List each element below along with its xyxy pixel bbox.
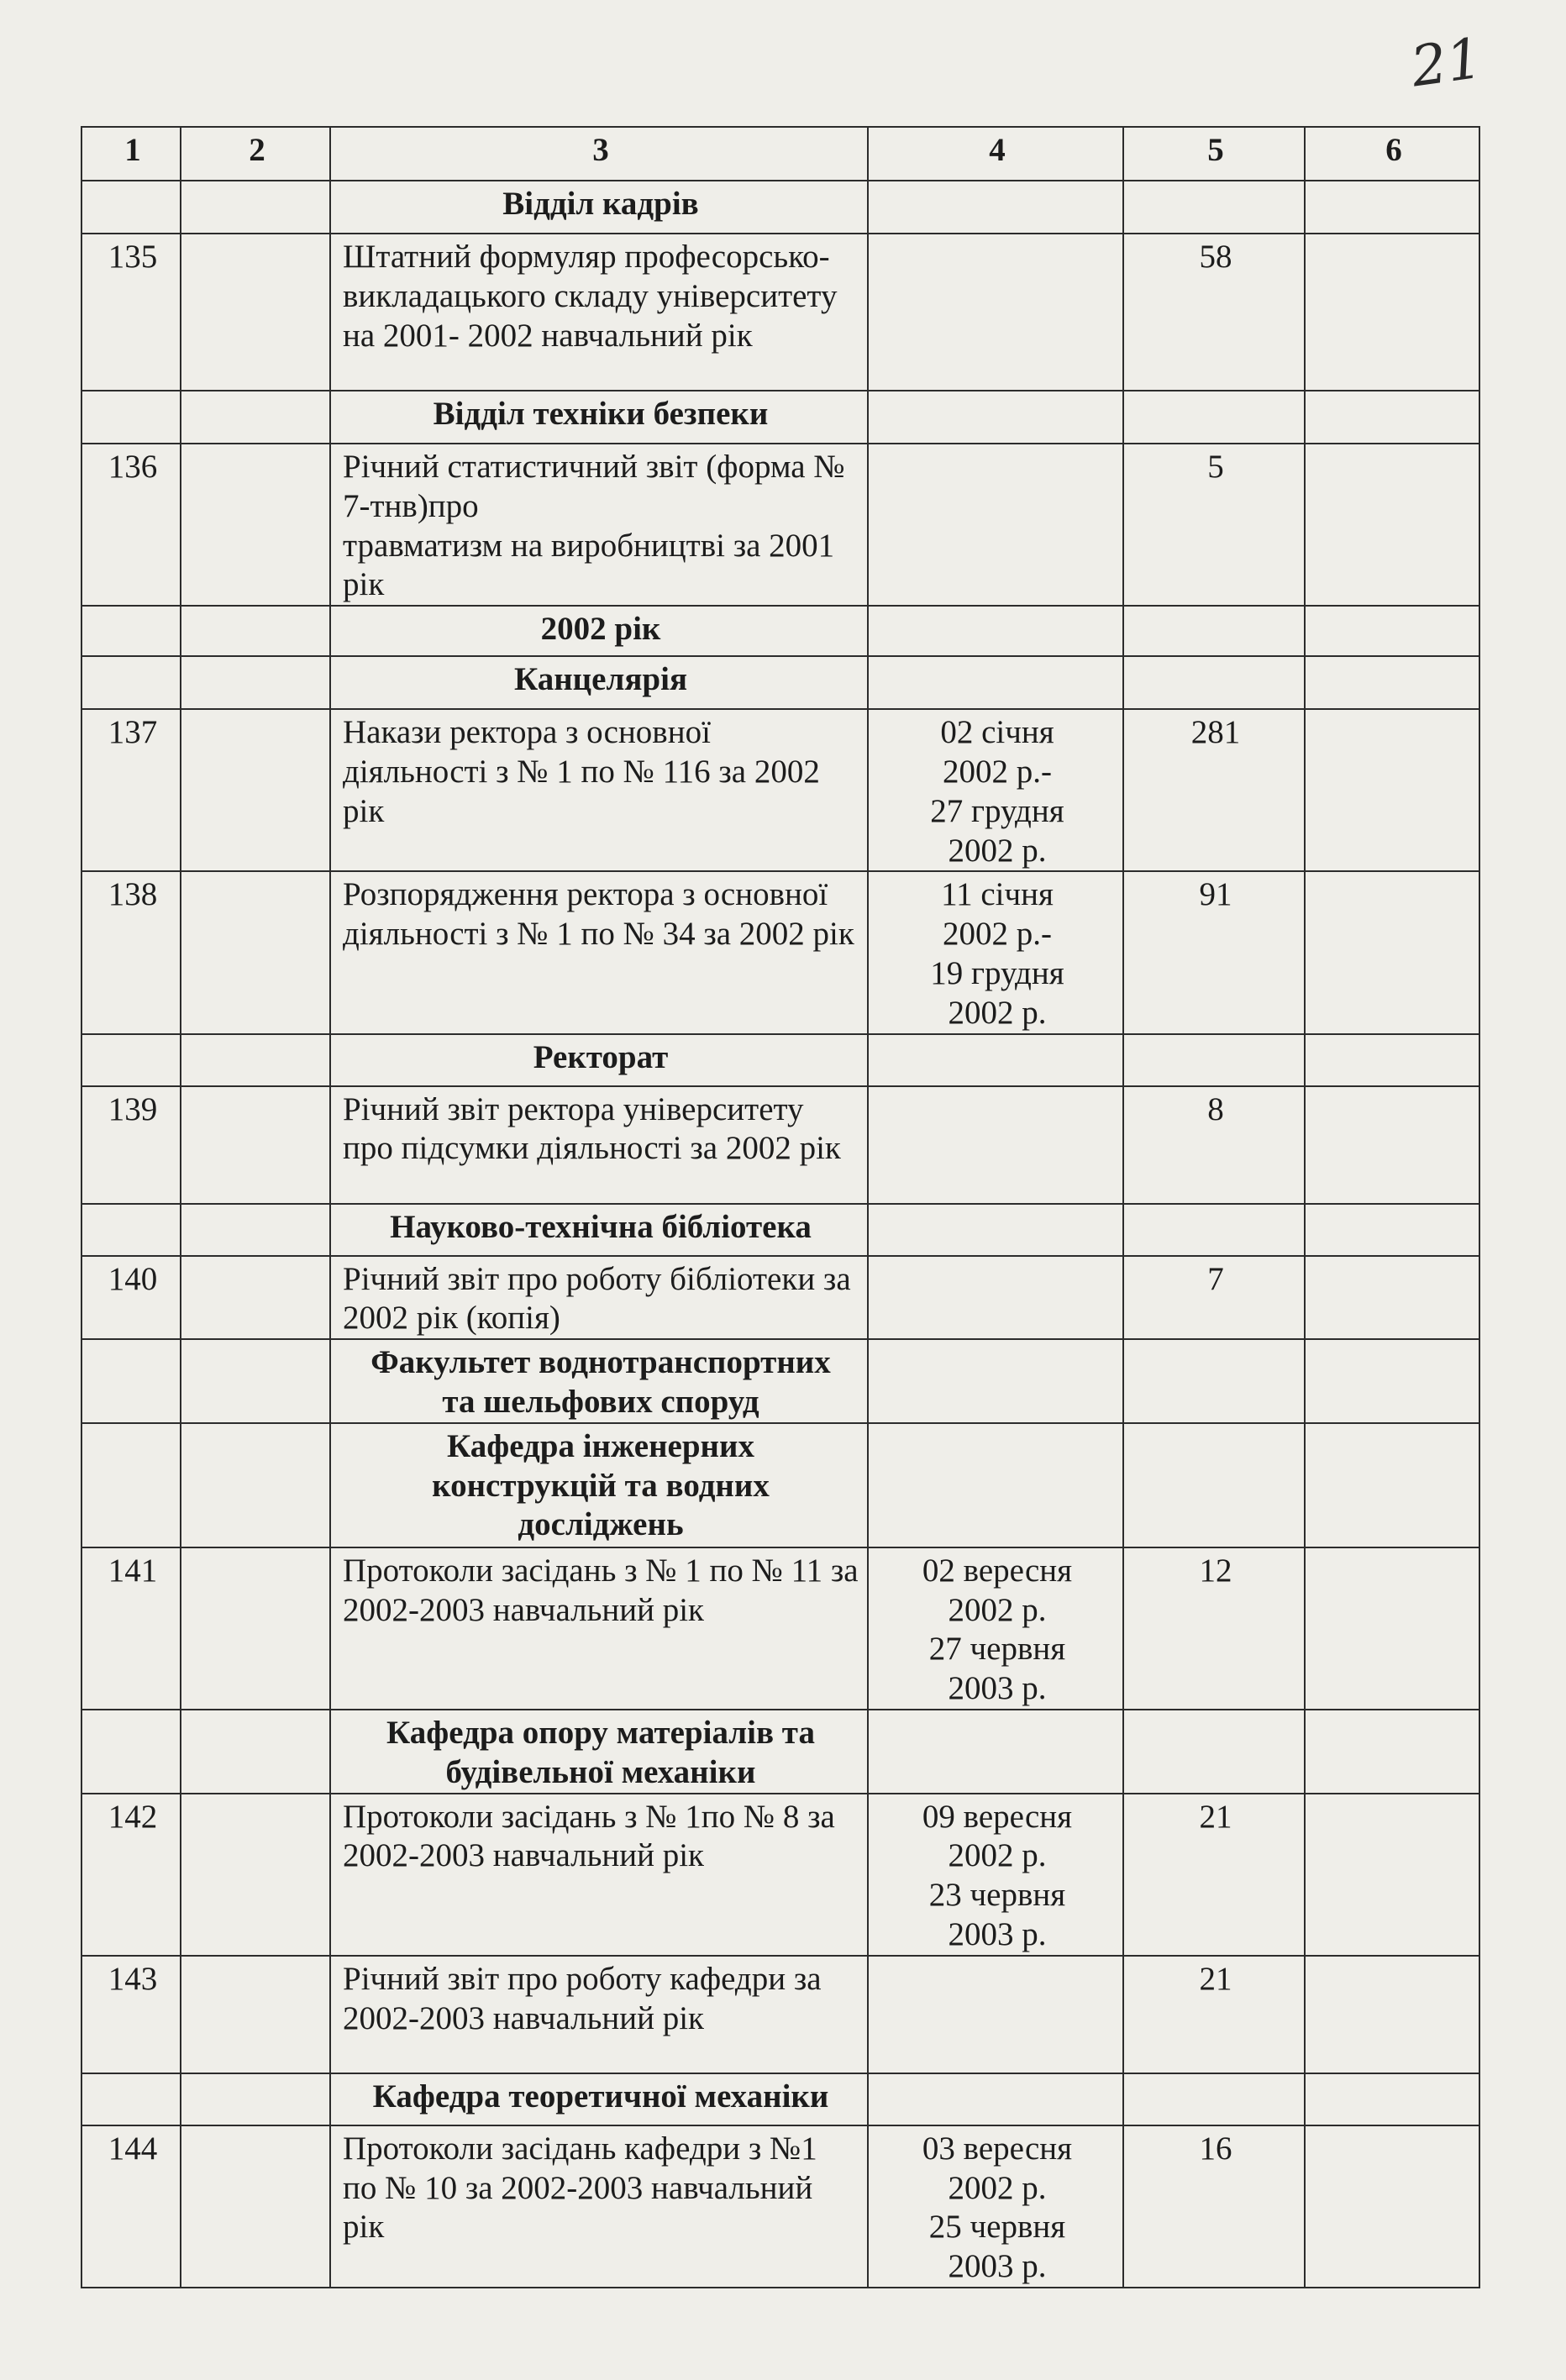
section-cell-dates [868, 606, 1123, 656]
section-cell-count [1123, 181, 1305, 234]
entry-number: 143 [81, 1956, 181, 2073]
section-title: Факультет воднотранспортних та шельфових споруд [330, 1339, 868, 1423]
entry-col2 [181, 1256, 330, 1340]
section-cell-col2 [181, 181, 330, 234]
section-cell-dates [868, 656, 1123, 709]
entry-title: Річний статистичний звіт (форма № 7-тнв)про травматизм на виробництві за 2001 рік [330, 444, 868, 606]
entry-dates [868, 1256, 1123, 1340]
entry-title: Протоколи засідань кафедри з №1 по № 10 за 2002-2003 навчальний рік [330, 2125, 868, 2288]
entry-sheet-count: 8 [1123, 1086, 1305, 1204]
entry-note [1305, 444, 1479, 606]
section-row [81, 181, 1479, 234]
entry-note [1305, 1256, 1479, 1340]
section-row [81, 391, 1479, 444]
section-cell-col2 [181, 1423, 330, 1547]
section-cell-count [1123, 1034, 1305, 1086]
section-cell-count [1123, 2073, 1305, 2125]
section-cell-count [1123, 606, 1305, 656]
column-header: 5 [1123, 127, 1305, 181]
entry-number: 140 [81, 1256, 181, 1340]
section-cell-num [81, 1339, 181, 1423]
entry-note [1305, 709, 1479, 871]
section-cell-note [1305, 1339, 1479, 1423]
section-cell-col2 [181, 391, 330, 444]
entry-title: Річний звіт про роботу кафедри за 2002-2003 навчальний рік [330, 1956, 868, 2073]
entry-row [81, 234, 1479, 391]
entry-sheet-count: 281 [1123, 709, 1305, 871]
entry-row [81, 871, 1479, 1033]
entry-sheet-count: 21 [1123, 1956, 1305, 2073]
entry-col2 [181, 2125, 330, 2288]
section-cell-num [81, 606, 181, 656]
entry-dates: 02 вересня 2002 р. 27 червня 2003 р. [868, 1547, 1123, 1710]
section-title: Кафедра теоретичної механіки [330, 2073, 868, 2125]
entry-row [81, 444, 1479, 606]
section-title: Кафедра опору матеріалів та будівельної механіки [330, 1710, 868, 1794]
entry-row [81, 709, 1479, 871]
section-title: Кафедра інженерних конструкцій та водних досліджень [330, 1423, 868, 1547]
section-cell-col2 [181, 1710, 330, 1794]
section-cell-col2 [181, 606, 330, 656]
entry-col2 [181, 234, 330, 391]
entry-dates: 02 січня 2002 р.- 27 грудня 2002 р. [868, 709, 1123, 871]
entry-col2 [181, 871, 330, 1033]
section-cell-dates [868, 1423, 1123, 1547]
section-cell-count [1123, 1204, 1305, 1256]
entry-dates: 11 січня 2002 р.- 19 грудня 2002 р. [868, 871, 1123, 1033]
section-cell-col2 [181, 1204, 330, 1256]
entry-sheet-count: 58 [1123, 234, 1305, 391]
entry-sheet-count: 91 [1123, 871, 1305, 1033]
column-header: 1 [81, 127, 181, 181]
section-row [81, 1710, 1479, 1794]
section-row [81, 1034, 1479, 1086]
entry-note [1305, 2125, 1479, 2288]
entry-note [1305, 234, 1479, 391]
section-cell-col2 [181, 656, 330, 709]
column-header: 2 [181, 127, 330, 181]
section-cell-col2 [181, 2073, 330, 2125]
section-cell-dates [868, 181, 1123, 234]
entry-col2 [181, 1547, 330, 1710]
entry-row [81, 1794, 1479, 1956]
entry-dates [868, 444, 1123, 606]
section-cell-dates [868, 391, 1123, 444]
entry-sheet-count: 21 [1123, 1794, 1305, 1956]
section-row [81, 606, 1479, 656]
entry-note [1305, 1794, 1479, 1956]
register-table [81, 126, 1480, 2288]
entry-row [81, 1086, 1479, 1204]
entry-dates: 03 вересня 2002 р. 25 червня 2003 р. [868, 2125, 1123, 2288]
section-title: Відділ кадрів [330, 181, 868, 234]
section-title: Науково-технічна бібліотека [330, 1204, 868, 1256]
entry-note [1305, 1086, 1479, 1204]
entry-title: Накази ректора з основної діяльності з № 1 по № 116 за 2002 рік [330, 709, 868, 871]
section-cell-num [81, 656, 181, 709]
section-cell-col2 [181, 1339, 330, 1423]
entry-title: Розпорядження ректора з основної діяльності з № 1 по № 34 за 2002 рік [330, 871, 868, 1033]
entry-row [81, 2125, 1479, 2288]
section-cell-note [1305, 1423, 1479, 1547]
entry-number: 136 [81, 444, 181, 606]
entry-sheet-count: 7 [1123, 1256, 1305, 1340]
section-cell-dates [868, 1204, 1123, 1256]
entry-col2 [181, 1956, 330, 2073]
entry-row [81, 1547, 1479, 1710]
entry-number: 135 [81, 234, 181, 391]
section-cell-note [1305, 181, 1479, 234]
entry-sheet-count: 16 [1123, 2125, 1305, 2288]
header-row [81, 127, 1479, 181]
entry-number: 144 [81, 2125, 181, 2288]
entry-title: Річний звіт про роботу бібліотеки за 2002 рік (копія) [330, 1256, 868, 1340]
column-header: 4 [868, 127, 1123, 181]
section-cell-count [1123, 1710, 1305, 1794]
entry-title: Штатний формуляр професорсько-викладацького складу університету на 2001- 2002 навчальний рік [330, 234, 868, 391]
entry-title: Протоколи засідань з № 1 по № 11 за 2002-2003 навчальний рік [330, 1547, 868, 1710]
entry-sheet-count: 12 [1123, 1547, 1305, 1710]
entry-number: 138 [81, 871, 181, 1033]
section-cell-note [1305, 1204, 1479, 1256]
entry-number: 137 [81, 709, 181, 871]
section-cell-num [81, 1423, 181, 1547]
section-cell-num [81, 1034, 181, 1086]
section-row [81, 656, 1479, 709]
entry-dates [868, 1086, 1123, 1204]
section-cell-dates [868, 1339, 1123, 1423]
section-title: Ректорат [330, 1034, 868, 1086]
entry-note [1305, 1547, 1479, 1710]
entry-dates [868, 234, 1123, 391]
section-cell-note [1305, 606, 1479, 656]
entry-title: Протоколи засідань з № 1по № 8 за 2002-2003 навчальний рік [330, 1794, 868, 1956]
section-row [81, 2073, 1479, 2125]
section-title: 2002 рік [330, 606, 868, 656]
section-cell-dates [868, 2073, 1123, 2125]
section-cell-col2 [181, 1034, 330, 1086]
section-cell-note [1305, 2073, 1479, 2125]
section-cell-count [1123, 391, 1305, 444]
section-cell-count [1123, 1339, 1305, 1423]
entry-dates: 09 вересня 2002 р. 23 червня 2003 р. [868, 1794, 1123, 1956]
section-cell-note [1305, 656, 1479, 709]
column-header: 3 [330, 127, 868, 181]
entry-col2 [181, 709, 330, 871]
section-cell-count [1123, 1423, 1305, 1547]
entry-dates [868, 1956, 1123, 2073]
entry-number: 139 [81, 1086, 181, 1204]
section-title: Відділ техніки безпеки [330, 391, 868, 444]
page-number: 21 [1407, 25, 1486, 100]
section-row [81, 1204, 1479, 1256]
entry-row [81, 1256, 1479, 1340]
section-row [81, 1339, 1479, 1423]
section-cell-count [1123, 656, 1305, 709]
entry-col2 [181, 1794, 330, 1956]
section-cell-num [81, 181, 181, 234]
section-cell-dates [868, 1710, 1123, 1794]
column-header: 6 [1305, 127, 1479, 181]
section-cell-num [81, 1204, 181, 1256]
entry-row [81, 1956, 1479, 2073]
entry-number: 141 [81, 1547, 181, 1710]
entry-col2 [181, 444, 330, 606]
entry-sheet-count: 5 [1123, 444, 1305, 606]
section-cell-num [81, 391, 181, 444]
entry-col2 [181, 1086, 330, 1204]
section-cell-num [81, 2073, 181, 2125]
section-cell-note [1305, 1034, 1479, 1086]
entry-title: Річний звіт ректора університету про підсумки діяльності за 2002 рік [330, 1086, 868, 1204]
section-cell-note [1305, 1710, 1479, 1794]
entry-number: 142 [81, 1794, 181, 1956]
section-cell-dates [868, 1034, 1123, 1086]
entry-note [1305, 1956, 1479, 2073]
section-cell-note [1305, 391, 1479, 444]
section-cell-num [81, 1710, 181, 1794]
section-title: Канцелярія [330, 656, 868, 709]
entry-note [1305, 871, 1479, 1033]
section-row [81, 1423, 1479, 1547]
